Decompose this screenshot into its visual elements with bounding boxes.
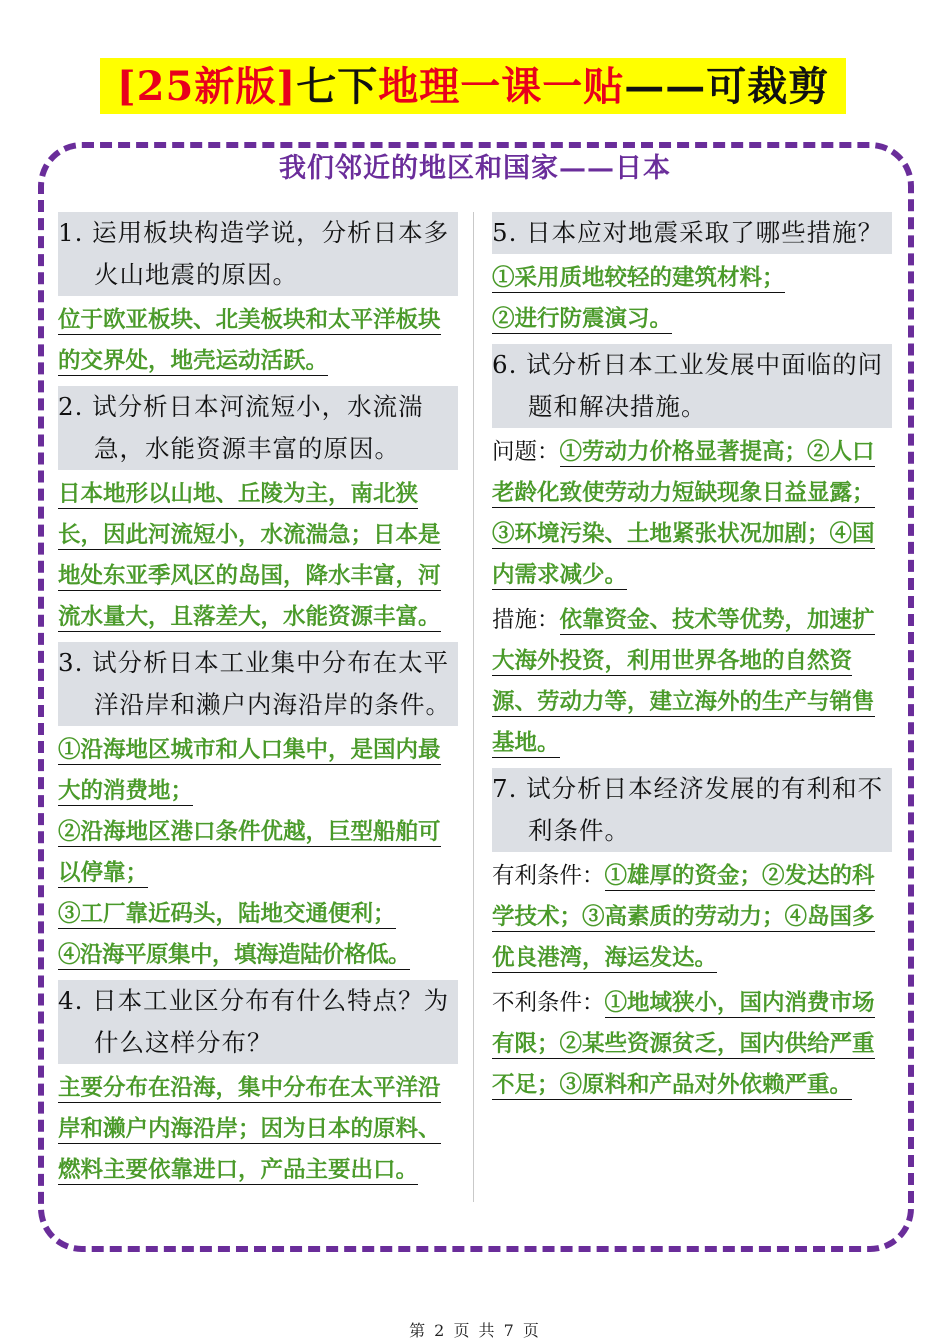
right-column [492, 212, 892, 1110]
question-7: 7. 试分析日本经济发展的有利和不利条件。 [492, 768, 892, 852]
question-5: 5. 日本应对地震采取了哪些措施？ [492, 212, 892, 254]
answer-3: ①沿海地区城市和人口集中，是国内最大的消费地； [58, 737, 441, 804]
question-2: 2. 试分析日本河流短小，水流湍急，水能资源丰富的原因。 [58, 386, 458, 470]
title-series: 地理一课一贴 [378, 63, 625, 110]
answer-5: ①采用质地较轻的建筑材料； [492, 265, 785, 291]
label-measures: 措施： [492, 607, 560, 633]
answer-2: 日本地形以山地、丘陵为主，南北狭长，因此河流短小，水流湍急；日本是地处东亚季风区的岛国，降水丰富，河流水量大，且落差大，水能资源丰富。 [58, 481, 441, 630]
answer-1: 位于欧亚板块、北美板块和太平洋板块的交界处，地壳运动活跃。 [58, 307, 441, 374]
answer-3: ③工厂靠近码头，陆地交通便利； [58, 901, 396, 927]
question-6: 6. 试分析日本工业发展中面临的问题和解决措施。 [492, 344, 892, 428]
question-3: 3. 试分析日本工业集中分布在太平洋沿岸和濑户内海沿岸的条件。 [58, 642, 458, 726]
column-divider [473, 212, 474, 1202]
left-column [58, 212, 458, 1195]
title-note: ——可裁剪 [624, 63, 830, 110]
section-subtitle: 我们邻近的地区和国家——日本 [279, 153, 671, 184]
answer-5: ②进行防震演习。 [492, 306, 673, 332]
page-title [100, 58, 846, 114]
answer-7-unfavorable: 不利条件：①地域狭小，国内消费市场有限；②某些资源贫乏，国内供给严重不足；③原料和产品对外依赖严重。 [492, 990, 875, 1098]
title-grade: 七下 [296, 63, 379, 110]
answer-3: ④沿海平原集中，填海造陆价格低。 [58, 942, 411, 968]
answer-6-measures: 措施：依靠资金、技术等优势，加速扩大海外投资，利用世界各地的自然资源、劳动力等，建立海外的生产与销售基地。 [492, 607, 875, 756]
question-4: 4. 日本工业区分布有什么特点？为什么这样分布？ [58, 980, 458, 1064]
answer-4: 主要分布在沿海，集中分布在太平洋沿岸和濑户内海沿岸；因为日本的原料、燃料主要依靠进口，产品主要出口。 [58, 1075, 441, 1183]
page-number: 第 2 页 共 7 页 [409, 1321, 541, 1340]
title-edition: [25新版] [116, 63, 297, 110]
label-favorable: 有利条件： [492, 863, 605, 889]
question-1: 1. 运用板块构造学说，分析日本多火山地震的原因。 [58, 212, 458, 296]
answer-6-problems: 问题：①劳动力价格显著提高；②人口老龄化致使劳动力短缺现象日益显露；③环境污染、土地紧张状况加剧；④国内需求减少。 [492, 439, 875, 588]
label-unfavorable: 不利条件： [492, 990, 605, 1016]
answer-7-favorable: 有利条件：①雄厚的资金；②发达的科学技术；③高素质的劳动力；④岛国多优良港湾，海运发达。 [492, 863, 875, 971]
answer-3: ②沿海地区港口条件优越，巨型船舶可以停靠； [58, 819, 441, 886]
label-problems: 问题： [492, 439, 560, 465]
